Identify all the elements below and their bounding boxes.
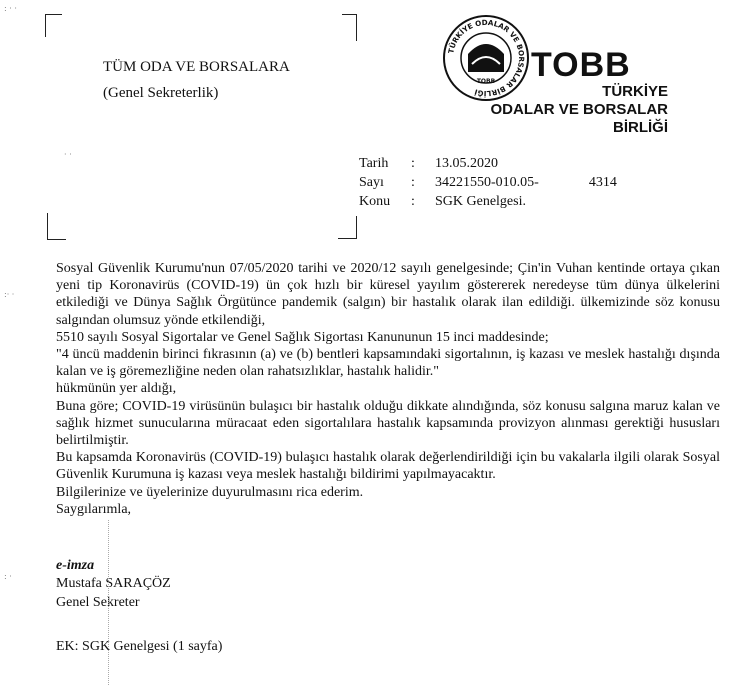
letter-body	[56, 260, 720, 518]
meta-date-row	[359, 156, 498, 172]
window-corner-top-left	[45, 14, 62, 37]
meta-subject-row	[359, 194, 526, 210]
number-suffix: 4314	[588, 175, 617, 190]
subject-colon: :	[411, 194, 415, 209]
paragraph-3: "4 üncü maddenin birinci fıkrasının (a) ve (b) bentleri kapsamındaki sigortalının, iş kazası ve meslek hastalığı dışında kalan ve iş göremezliğine neden olan rahatsızlıklar, hastalık halidir."	[56, 347, 720, 380]
scan-line	[108, 520, 109, 685]
paragraph-5: Buna göre; COVID-19 virüsünün bulaşıcı bir hastalık olduğu dikkate alındığında, söz konusu salgına maruz kalan ve sağlık hizmet sunucularına müracaat eden sigortalılara hastalık kapsamında provizyon alınması gerektiği hususları belirtilmiştir.	[56, 398, 720, 449]
attachment-note: EK: SGK Genelgesi (1 sayfa)	[56, 639, 223, 654]
closing: Saygılarımla,	[56, 501, 132, 517]
addressee-sub: (Genel Sekreterlik)	[103, 85, 219, 101]
date-value: 13.05.2020	[435, 156, 498, 171]
paragraph-4: hükmünün yer aldığı,	[56, 381, 177, 397]
number-value: 34221550-010.05-	[435, 175, 539, 190]
date-colon: :	[411, 156, 415, 171]
meta-number-row	[359, 175, 617, 191]
paragraph-6: Bu kapsamda Koronavirüs (COVID-19) bulaşıcı hastalık olarak değerlendirildiği için bu vakalarla ilgili olarak Sosyal Güvenlik Kurumuna iş kazası veya meslek hastalığı bildirimi yapılmayacaktır.	[56, 450, 720, 483]
signer-title: Genel Sekreter	[56, 595, 140, 610]
paragraph-7: Bilgilerinize ve üyelerinize duyurulmasını rica ederim.	[56, 484, 364, 500]
logo-line3: BİRLİĞİ	[613, 119, 668, 136]
paragraph-2: 5510 sayılı Sosyal Sigortalar ve Genel Sağlık Sigortası Kanununun 15 inci maddesinde;	[56, 329, 549, 345]
logo-abbr: TOBB	[531, 46, 631, 84]
number-colon: :	[411, 175, 415, 190]
svg-text:TÜRKİYE ODALAR VE BORSALAR BİR: TÜRKİYE ODALAR VE BORSALAR BİRLİĞİ	[446, 17, 527, 99]
scan-speck: : · ·	[4, 4, 17, 13]
tobb-seal	[442, 14, 530, 102]
number-label: Sayı	[359, 175, 384, 190]
subject-label: Konu	[359, 194, 391, 209]
date-label: Tarih	[359, 156, 389, 171]
window-corner-bottom-right	[338, 216, 357, 239]
scan-speck: · ·	[64, 150, 72, 159]
logo-line1: TÜRKİYE	[602, 83, 668, 100]
scan-speck: : ·	[4, 572, 12, 581]
logo-line2: ODALAR VE BORSALAR	[490, 101, 668, 118]
eimza-mark: e-imza	[56, 558, 95, 573]
tobb-seal-icon	[442, 14, 530, 102]
window-corner-top-right	[342, 14, 357, 41]
svg-text:TOBB: TOBB	[476, 78, 496, 85]
paragraph-1: Sosyal Güvenlik Kurumu'nun 07/05/2020 tarihi ve 2020/12 sayılı genelgesinde; Çin'in Vuhan kentinde ortaya çıkan yeni tip Koronavirüs (COVID-19) ün çok hızlı bir küresel yayılım göstererek neredeyse tüm dünya ülkelerini etkilediği ve Dünya Sağlık Örgütünce pandemik (salgın) bir hastalık olarak ilan edildiği. ülkemizinde söz konusu salgından olumsuz yönde etkilendiği,	[56, 261, 720, 328]
subject-value: SGK Genelgesi.	[435, 194, 526, 209]
addressee: TÜM ODA VE BORSALARA	[103, 59, 290, 75]
signer-name: Mustafa SARAÇÖZ	[56, 576, 171, 591]
scan-speck: :· ·	[4, 290, 15, 299]
window-corner-bottom-left	[47, 213, 66, 240]
